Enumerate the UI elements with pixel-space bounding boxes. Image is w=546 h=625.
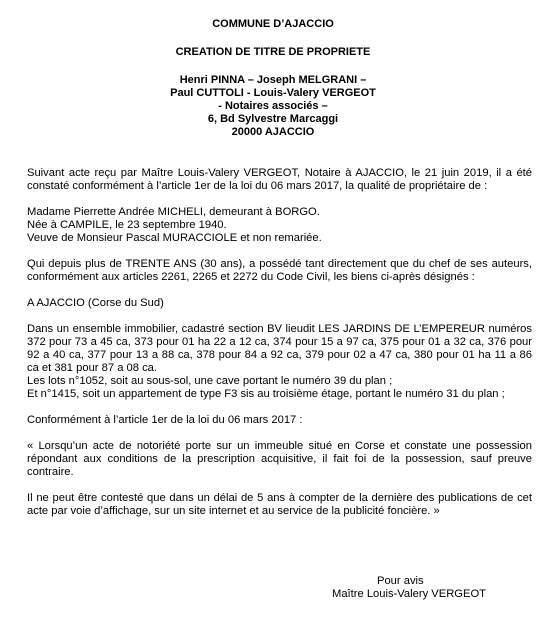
owner-birth: Née à CAMPILE, le 23 septembre 1940. <box>27 219 227 231</box>
notice-header <box>0 18 546 139</box>
notice-title: CREATION DE TITRE DE PROPRIETE <box>175 46 371 58</box>
signature-line-2: Maître Louis-Valery VERGEOT <box>332 588 486 600</box>
commune-title: COMMUNE D’AJACCIO <box>212 18 334 30</box>
owner-name: Madame Pierrette Andrée MICHELI, demeurant à BORGO. <box>27 206 320 218</box>
notaries-line-1: Henri PINNA – Joseph MELGRANI – <box>179 74 367 86</box>
office-city: 20000 AJACCIO <box>231 126 315 138</box>
location-line: A AJACCIO (Corse du Sud) <box>27 297 164 309</box>
legal-quote-2: Il ne peut être contesté que dans un délai de 5 ans à compter de la dernière des publications de cet acte par voie d’affichage, sur un site internet et au service de la publicité foncière. » <box>27 492 532 517</box>
property-description: Dans un ensemble immobilier, cadastré section BV lieudit LES JARDINS DE L’EMPEREUR numéros 372 pour 73 a 45 ca, 373 pour 01 ha 22 a 12 ca, 374 pour 15 a 97 ca, 375 pour 01 a 32 ca, 376 pour 92 a 40 ca, 377 pour 13 a 88 ca, 378 pour 84 a 92 ca, 379 pour 02 a 47 ca, 380 pour 01 ha 11 a 86 ca et 381 pour 87 a 08 ca. <box>27 323 532 374</box>
property-lot-1: Les lots n°1052, soit au sous-sol, une cave portant le numéro 39 du plan ; <box>27 375 393 387</box>
property-lot-2: Et n°1415, soit un appartement de type F3 sis au troisième étage, portant le numéro 31 du plan ; <box>27 388 505 400</box>
intro-paragraph: Suivant acte reçu par Maître Louis-Valery VERGEOT, Notaire à AJACCIO, le 21 juin 2019, il a été constaté conformément à l’article 1er de la loi du 06 mars 2017, la qualité de propriétaire de : <box>27 167 532 192</box>
owner-status: Veuve de Monsieur Pascal MURACCIOLE et non remariée. <box>27 232 322 244</box>
conformity-line: Conformément à l’article 1er de la loi du 06 mars 2017 : <box>27 414 303 426</box>
notice-body <box>27 167 532 518</box>
notaries-line-3: - Notaires associés – <box>218 100 328 112</box>
possession-paragraph: Qui depuis plus de TRENTE ANS (30 ans), a possédé tant directement que du chef de ses auteurs, conformément aux articles 2261, 2265 et 2272 du Code Civil, les biens ci-après désignés : <box>27 258 532 283</box>
legal-quote-1: « Lorsqu’un acte de notoriété porte sur un immeuble situé en Corse et constate une possession répondant aux conditions de la prescription acquisitive, il fait foi de la possession, sauf preuve contraire. <box>27 440 532 478</box>
notaries-line-2: Paul CUTTOLI - Louis-Valery VERGEOT <box>170 87 376 99</box>
signature-line-1: Pour avis <box>377 575 424 587</box>
office-address: 6, Bd Sylvestre Marcaggi <box>207 113 339 125</box>
